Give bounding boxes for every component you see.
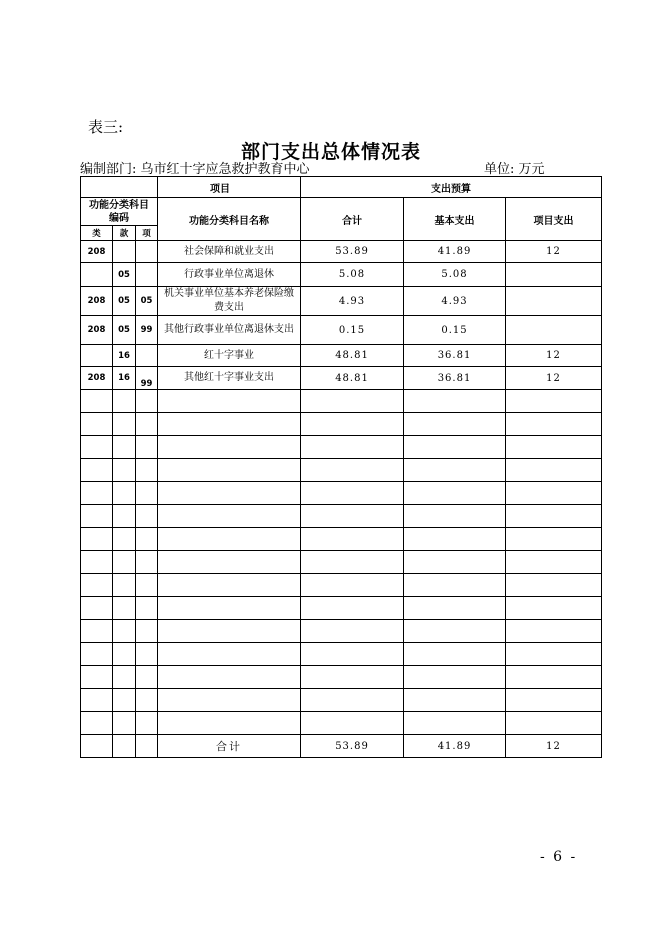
header-project-expense: 项目支出 — [506, 198, 602, 241]
cell-project: 12 — [506, 367, 602, 390]
header-func-code: 功能分类科目编码 — [81, 198, 158, 226]
total-label: 合计 — [158, 735, 301, 758]
empty-cell — [136, 666, 158, 689]
empty-cell — [81, 551, 113, 574]
empty-cell — [404, 436, 506, 459]
empty-cell — [158, 551, 301, 574]
table-row — [81, 241, 602, 263]
empty-cell — [81, 505, 113, 528]
empty-cell — [506, 436, 602, 459]
empty-cell — [158, 712, 301, 735]
cell-basic: 36.81 — [404, 367, 506, 390]
empty-cell — [301, 689, 404, 712]
empty-cell — [158, 643, 301, 666]
cell-func-name: 红十字事业 — [158, 345, 301, 367]
empty-cell — [506, 597, 602, 620]
cell-total: 4.93 — [301, 287, 404, 316]
empty-cell — [136, 390, 158, 413]
empty-cell — [301, 505, 404, 528]
empty-cell — [404, 689, 506, 712]
cell-total: 0.15 — [301, 316, 404, 345]
cell-func-name: 行政事业单位离退休 — [158, 263, 301, 287]
empty-cell — [136, 528, 158, 551]
empty-cell — [113, 712, 136, 735]
table-row — [81, 316, 602, 345]
empty-cell — [301, 712, 404, 735]
header-func-name: 功能分类科目名称 — [158, 198, 301, 241]
empty-cell — [136, 643, 158, 666]
empty-cell — [81, 436, 113, 459]
empty-cell — [81, 712, 113, 735]
cell-project — [506, 316, 602, 345]
empty-cell — [404, 390, 506, 413]
cell-lei — [81, 345, 113, 367]
cell-project — [506, 287, 602, 316]
empty-cell — [301, 413, 404, 436]
cell-func-name: 其他红十字事业支出 — [158, 367, 301, 390]
empty-cell — [301, 620, 404, 643]
empty-row — [81, 712, 602, 735]
empty-cell — [158, 390, 301, 413]
cell-xiang — [136, 263, 158, 287]
empty-cell — [506, 390, 602, 413]
empty-cell — [158, 436, 301, 459]
empty-row — [81, 413, 602, 436]
cell-xiang: 05 — [136, 287, 158, 316]
empty-cell — [506, 689, 602, 712]
empty-cell — [404, 574, 506, 597]
cell-basic: 36.81 — [404, 345, 506, 367]
header-lei: 类 — [81, 226, 113, 241]
empty-cell — [301, 643, 404, 666]
cell-project — [506, 263, 602, 287]
empty-cell — [81, 620, 113, 643]
header-row — [81, 198, 602, 226]
cell-kuan: 05 — [113, 316, 136, 345]
empty-cell — [158, 413, 301, 436]
empty-cell — [113, 528, 136, 551]
cell-xiang — [136, 345, 158, 367]
empty-row — [81, 436, 602, 459]
empty-cell — [81, 643, 113, 666]
empty-cell — [404, 712, 506, 735]
empty-cell — [113, 620, 136, 643]
empty-cell — [506, 528, 602, 551]
empty-cell — [301, 574, 404, 597]
empty-cell — [404, 459, 506, 482]
cell-basic: 5.08 — [404, 263, 506, 287]
empty-cell — [404, 482, 506, 505]
empty-row — [81, 666, 602, 689]
empty-row — [81, 505, 602, 528]
empty-cell — [136, 436, 158, 459]
cell-total: 48.81 — [301, 367, 404, 390]
table-row — [81, 345, 602, 367]
cell-kuan: 05 — [113, 263, 136, 287]
empty-cell — [158, 666, 301, 689]
expenditure-table — [80, 176, 602, 758]
empty-cell — [81, 666, 113, 689]
header-project: 项目 — [158, 177, 301, 198]
empty-cell — [158, 620, 301, 643]
empty-cell — [404, 528, 506, 551]
empty-cell — [404, 505, 506, 528]
empty-cell — [113, 482, 136, 505]
empty-cell — [404, 620, 506, 643]
empty-cell — [404, 643, 506, 666]
cell-project: 12 — [506, 241, 602, 263]
empty-cell — [301, 390, 404, 413]
header-total: 合计 — [301, 198, 404, 241]
cell-lei: 208 — [81, 241, 113, 263]
empty-cell — [136, 505, 158, 528]
empty-cell — [136, 574, 158, 597]
table-row — [81, 367, 602, 390]
cell-basic: 41.89 — [404, 241, 506, 263]
empty-cell — [136, 413, 158, 436]
empty-cell — [113, 689, 136, 712]
empty-cell — [506, 712, 602, 735]
empty-cell — [404, 597, 506, 620]
empty-cell — [113, 666, 136, 689]
empty-cell — [81, 413, 113, 436]
cell-lei: 208 — [81, 316, 113, 345]
empty-cell — [158, 505, 301, 528]
total-row — [81, 735, 602, 758]
cell-total: 48.81 — [301, 345, 404, 367]
empty-cell — [158, 528, 301, 551]
empty-cell — [113, 413, 136, 436]
empty-cell — [506, 643, 602, 666]
empty-cell — [113, 436, 136, 459]
table-row — [81, 287, 602, 316]
empty-cell — [301, 436, 404, 459]
empty-row — [81, 482, 602, 505]
empty-cell — [81, 689, 113, 712]
empty-row — [81, 643, 602, 666]
empty-cell — [506, 551, 602, 574]
empty-row — [81, 597, 602, 620]
header-kuan: 款 — [113, 226, 136, 241]
cell-basic: 4.93 — [404, 287, 506, 316]
page-number: - 6 - — [540, 849, 578, 865]
cell-total: 5.08 — [301, 263, 404, 287]
header-row — [81, 177, 602, 198]
empty-cell — [81, 390, 113, 413]
empty-cell — [301, 528, 404, 551]
cell-kuan: 05 — [113, 287, 136, 316]
empty-cell — [158, 574, 301, 597]
empty-cell — [158, 689, 301, 712]
cell-project: 12 — [506, 345, 602, 367]
unit-label: 单位: 万元 — [484, 162, 545, 177]
cell-func-name: 社会保障和就业支出 — [158, 241, 301, 263]
empty-cell — [404, 666, 506, 689]
empty-cell — [81, 528, 113, 551]
cell-lei: 208 — [81, 367, 113, 390]
page-title: 部门支出总体情况表 — [240, 141, 421, 163]
empty-cell — [136, 620, 158, 643]
header-xiang: 项 — [136, 226, 158, 241]
empty-cell — [113, 459, 136, 482]
empty-cell — [136, 735, 158, 758]
empty-cell — [113, 643, 136, 666]
empty-cell — [113, 597, 136, 620]
empty-cell — [81, 482, 113, 505]
empty-cell — [81, 574, 113, 597]
header-basic: 基本支出 — [404, 198, 506, 241]
cell-kuan: 16 — [113, 345, 136, 367]
empty-cell — [113, 551, 136, 574]
total-total: 53.89 — [301, 735, 404, 758]
empty-cell — [136, 551, 158, 574]
empty-cell — [158, 482, 301, 505]
total-project: 12 — [506, 735, 602, 758]
empty-cell — [506, 574, 602, 597]
empty-cell — [158, 459, 301, 482]
total-basic: 41.89 — [404, 735, 506, 758]
empty-cell — [81, 459, 113, 482]
department-label: 编制部门: 乌市红十字应急救护教育中心 — [80, 162, 310, 177]
cell-kuan: 16 — [113, 367, 136, 390]
empty-cell — [301, 459, 404, 482]
empty-cell — [113, 574, 136, 597]
empty-row — [81, 459, 602, 482]
cell-func-name: 其他行政事业单位离退休支出 — [158, 316, 301, 345]
header-budget: 支出预算 — [301, 177, 602, 198]
empty-cell — [506, 666, 602, 689]
table-label: 表三: — [88, 118, 124, 136]
cell-lei: 208 — [81, 287, 113, 316]
header-blank — [81, 177, 158, 198]
empty-row — [81, 551, 602, 574]
cell-lei — [81, 263, 113, 287]
cell-kuan — [113, 241, 136, 263]
empty-cell — [506, 459, 602, 482]
empty-cell — [506, 482, 602, 505]
cell-xiang: 99 — [136, 367, 158, 390]
empty-cell — [301, 597, 404, 620]
empty-cell — [81, 597, 113, 620]
empty-cell — [506, 413, 602, 436]
empty-cell — [404, 551, 506, 574]
cell-func-name: 机关事业单位基本养老保险缴费支出 — [158, 287, 301, 316]
empty-cell — [404, 413, 506, 436]
empty-cell — [506, 505, 602, 528]
empty-cell — [506, 620, 602, 643]
empty-cell — [81, 735, 113, 758]
empty-cell — [136, 459, 158, 482]
cell-xiang: 99 — [136, 316, 158, 345]
cell-total: 53.89 — [301, 241, 404, 263]
empty-row — [81, 390, 602, 413]
empty-row — [81, 689, 602, 712]
empty-cell — [136, 689, 158, 712]
cell-xiang — [136, 241, 158, 263]
empty-row — [81, 528, 602, 551]
empty-cell — [113, 735, 136, 758]
empty-cell — [113, 505, 136, 528]
empty-cell — [301, 666, 404, 689]
empty-cell — [158, 597, 301, 620]
empty-cell — [136, 712, 158, 735]
empty-cell — [301, 551, 404, 574]
empty-cell — [136, 597, 158, 620]
empty-cell — [301, 482, 404, 505]
table-row — [81, 263, 602, 287]
empty-row — [81, 574, 602, 597]
empty-cell — [136, 482, 158, 505]
empty-row — [81, 620, 602, 643]
cell-basic: 0.15 — [404, 316, 506, 345]
empty-cell — [113, 390, 136, 413]
